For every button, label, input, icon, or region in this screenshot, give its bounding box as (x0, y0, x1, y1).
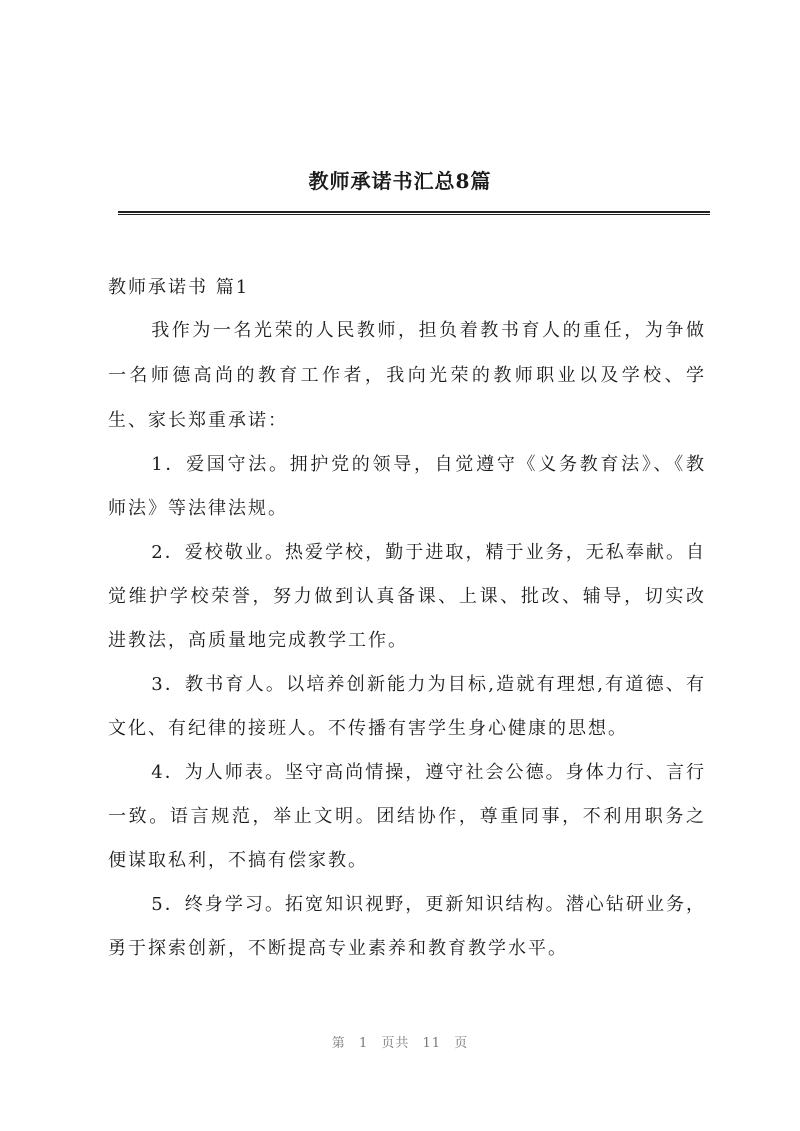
paragraph-item-4: 4．为人师表。坚守高尚情操，遵守社会公德。身体力行、言行一致。语言规范，举止文明。团结协作，尊重同事，不利用职务之便谋取私利，不搞有偿家教。 (108, 762, 706, 871)
document-body (108, 268, 706, 971)
section-heading: 教师承诺书 篇1 (108, 277, 250, 298)
footer-suffix: 页 (454, 1036, 469, 1051)
paragraph-item-5: 5．终身学习。拓宽知识视野，更新知识结构。潜心钻研业务，勇于探索创新，不断提高专业素养和教育教学水平。 (108, 894, 706, 959)
page-footer (0, 1032, 800, 1051)
paragraph-item-1: 1．爱国守法。拥护党的领导，自觉遵守《义务教育法》、《教师法》等法律法规。 (108, 454, 706, 519)
footer-total-pages: 11 (422, 1036, 442, 1051)
paragraph-item-3: 3．教书育人。以培养创新能力为目标,造就有理想,有道德、有文化、有纪律的接班人。不传播有害学生身心健康的思想。 (108, 674, 706, 739)
footer-prefix: 第 (331, 1036, 346, 1051)
footer-page-number: 1 (358, 1036, 369, 1051)
paragraph-intro: 我作为一名光荣的人民教师，担负着教书育人的重任，为争做一名师德高尚的教育工作者，我向光荣的教师职业以及学校、学生、家长郑重承诺： (108, 320, 706, 431)
paragraph-item-2: 2．爱校敬业。热爱学校，勤于进取，精于业务，无私奉献。自觉维护学校荣誉，努力做到认真备课、上课、批改、辅导，切实改进教法，高质量地完成教学工作。 (108, 542, 706, 651)
title-divider (118, 211, 710, 215)
footer-middle: 页共 (381, 1036, 410, 1051)
document-title: 教师承诺书汇总8篇 (308, 169, 492, 193)
